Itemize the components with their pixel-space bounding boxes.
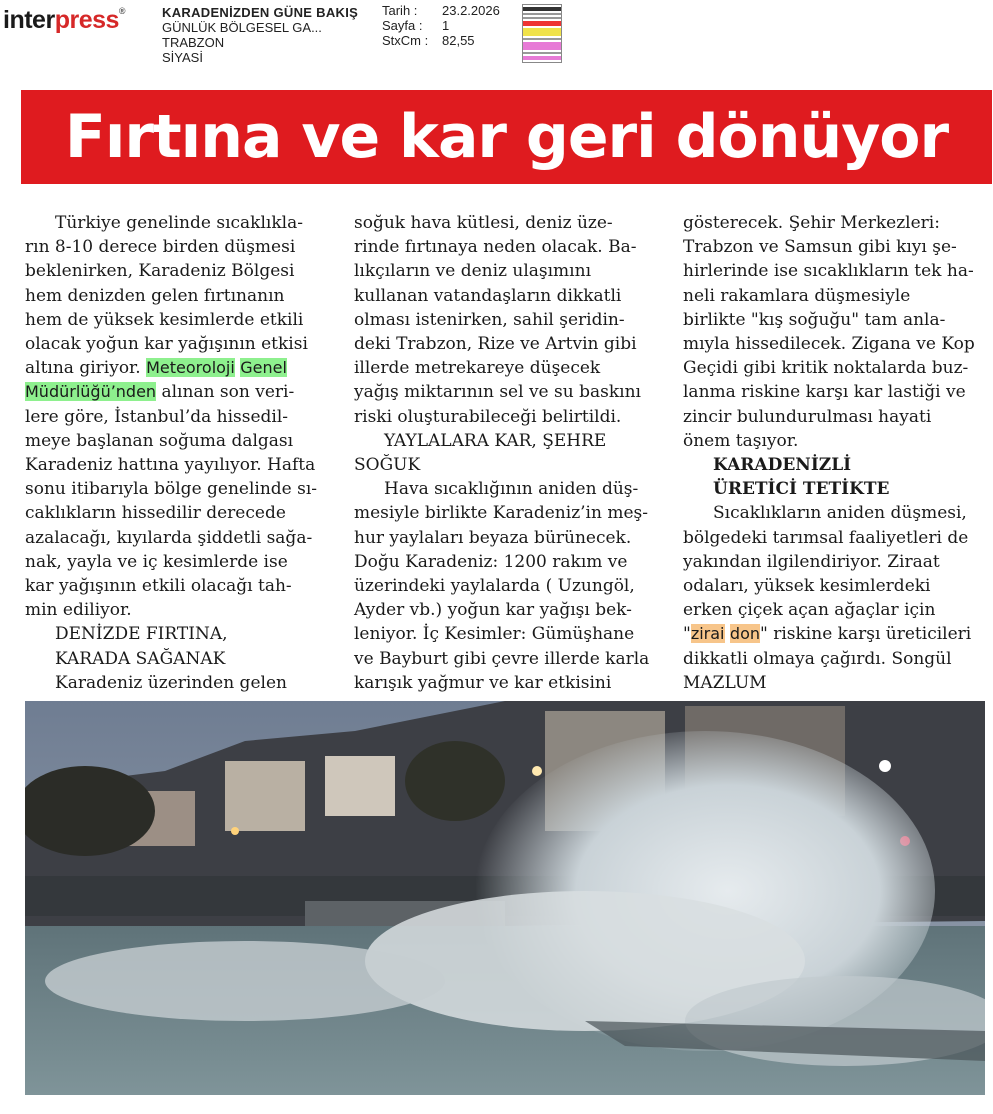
wave-crest: [45, 941, 445, 1021]
text-line: [683, 622, 983, 646]
meta-key: Sayfa :: [382, 18, 423, 33]
headline: Fırtına ve kar geri dönüyor: [64, 102, 949, 172]
text-line: Hava sıcaklığının aniden düş-: [384, 479, 639, 500]
text-line: azalacağı, kıyılarda şiddetli sağa-: [25, 527, 313, 548]
text-line: lere göre, İstanbul’da hissedil-: [25, 406, 289, 427]
text-line: nak, yayla ve iç kesimlerde ise: [25, 551, 288, 572]
text-line: ve Bayburt gibi çevre illerde karla: [354, 648, 650, 669]
text-line: Karadeniz üzerinden gelen: [55, 672, 287, 693]
text-line: erken çiçek açan ağaçlar için: [683, 600, 936, 621]
text-line: Ayder vb.) yoğun kar yağışı bek-: [354, 600, 632, 621]
subhead: KARADENİZLİ: [713, 455, 852, 476]
text-fragment: " riskine karşı üreticileri: [760, 624, 972, 645]
text-line: Sıcaklıkların aniden düşmesi,: [713, 503, 967, 524]
text-line: mesiyle birlikte Karadeniz’in meş-: [354, 503, 648, 524]
text-line: hem de yüksek kesimlerde etkili: [25, 309, 304, 330]
article-column-3: [683, 211, 983, 695]
text-line: riski oluşturabileceği belirtildi.: [354, 406, 622, 427]
text-line: [25, 356, 325, 380]
page-thumbnail[interactable]: [522, 4, 562, 63]
text-line: üzerindeki yaylalarda ( Uzungöl,: [354, 576, 635, 597]
text-line: sonu itibarıyla bölge genelinde sı-: [25, 479, 318, 500]
interpress-logo: [3, 6, 125, 35]
logo-accent-text: press: [54, 6, 119, 34]
text-line: beklenirken, Karadeniz Bölgesi: [25, 261, 295, 282]
text-line: zincir bulundurulması hayati: [683, 406, 932, 427]
thumb-band: [523, 42, 561, 50]
thumb-band: [523, 17, 561, 19]
text-line: yakından ilgilendiriyor. Ziraat: [683, 551, 940, 572]
publication-category: SİYASİ: [162, 50, 203, 65]
text-line: neli rakamlara düşmesiyle: [683, 285, 911, 306]
text-line: meye başlanan soğuma dalgası: [25, 430, 294, 451]
meta-row-page: [382, 18, 500, 33]
house: [325, 756, 395, 816]
article-column-1: [25, 211, 325, 695]
text-line: kullanan vatandaşların dikkatli: [354, 285, 622, 306]
text-line: olacak yoğun kar yağışının etkisi: [25, 334, 308, 355]
thumb-band: [523, 28, 561, 36]
text-line: hem denizden gelen fırtınanın: [25, 285, 285, 306]
highlight-keyword: don: [729, 624, 760, 644]
text-line: odaları, yüksek kesimlerdeki: [683, 576, 931, 597]
text-line: lıkçıların ve deniz ulaşımını: [354, 261, 592, 282]
text-line: MAZLUM: [683, 672, 767, 693]
text-line: rinde fırtınaya neden olacak. Ba-: [354, 237, 637, 258]
text-line: yağış miktarının sel ve su baskını: [354, 382, 641, 403]
text-line: Türkiye genelinde sıcaklıkla-: [55, 213, 303, 233]
headline-banner: [21, 90, 992, 184]
text-line: bölgedeki tarımsal faaliyetleri de: [683, 527, 969, 548]
meta-row-stxcm: [382, 33, 500, 48]
storm-waves-photo: [25, 701, 985, 1095]
text-line: hirlerinde ise sıcaklıkların tek ha-: [683, 261, 974, 282]
logo-main-text: inter: [3, 6, 55, 34]
text-line: caklıkların hissedilir derecede: [25, 503, 286, 524]
subhead: YAYLALARA KAR, ŞEHRE: [384, 430, 607, 451]
text-line: illerde metrekareye düşecek: [354, 358, 601, 379]
clipping-meta-right: [382, 3, 500, 48]
highlight-keyword: Müdürlüğü’nden: [25, 382, 157, 402]
text-line: Geçidi gibi kritik noktalarda buz-: [683, 358, 969, 379]
text-line: deki Trabzon, Rize ve Artvin gibi: [354, 334, 637, 355]
text-fragment: ": [683, 624, 691, 645]
text-line: önem taşıyor.: [683, 430, 799, 451]
meta-key: StxCm :: [382, 33, 429, 48]
text-line: birlikte "kış soğuğu" tam anla-: [683, 309, 946, 330]
highlight-keyword: zirai: [690, 624, 725, 644]
street-light: [532, 766, 542, 776]
meta-value: 1: [442, 18, 450, 33]
text-line: [25, 380, 325, 404]
text-fragment: alınan son veri-: [161, 382, 295, 403]
thumb-band: [523, 56, 561, 60]
highlight-keyword: Genel: [240, 358, 287, 378]
article-column-2: [354, 211, 664, 695]
publication-city: TRABZON: [162, 35, 225, 50]
text-line: karışık yağmur ve kar etkisini: [354, 672, 612, 693]
photo-illustration: [25, 701, 985, 1095]
text-line: soğuk hava kütlesi, deniz üze-: [354, 213, 613, 233]
publication-name: KARADENİZDEN GÜNE BAKIŞ: [162, 5, 359, 20]
thumb-band: [523, 7, 561, 11]
text-line: dikkatli olmaya çağırdı. Songül: [683, 648, 952, 669]
house: [225, 761, 305, 831]
text-line: leniyor. İç Kesimler: Gümüşhane: [354, 624, 635, 645]
meta-value: 82,55: [442, 33, 475, 48]
street-light: [879, 760, 891, 772]
thumb-band: [523, 52, 561, 54]
meta-row-date: [382, 3, 500, 18]
thumb-band: [523, 13, 561, 15]
text-line: min ediliyor.: [25, 600, 132, 621]
publication-type: GÜNLÜK BÖLGESEL GA...: [162, 20, 322, 35]
text-line: Trabzon ve Samsun gibi kıyı şe-: [683, 237, 957, 258]
subhead: ÜRETİCİ TETİKTE: [713, 479, 890, 500]
text-line: Doğu Karadeniz: 1200 rakım ve: [354, 551, 628, 572]
trees: [405, 741, 505, 821]
text-line: hur yaylaları beyaza bürünecek.: [354, 527, 632, 548]
text-line: lanma riskine karşı kar lastiği ve: [683, 382, 966, 403]
text-line: gösterecek. Şehir Merkezleri:: [683, 213, 940, 233]
subhead: KARADA SAĞANAK: [55, 648, 226, 669]
thumb-band: [523, 38, 561, 40]
meta-key: Tarih :: [382, 3, 418, 18]
thumb-band: [523, 21, 561, 26]
clipping-meta-left: [162, 5, 358, 65]
window-light: [231, 827, 239, 835]
text-line: Karadeniz hattına yayılıyor. Hafta: [25, 455, 316, 476]
text-line: mıyla hissedilecek. Zigana ve Kop: [683, 334, 975, 355]
text-line: rın 8-10 derece birden düşmesi: [25, 237, 296, 258]
highlight-keyword: Meteoroloji: [146, 358, 235, 378]
text-line: olması istenirken, sahil şeridin-: [354, 309, 625, 330]
logo-registered-mark: ®: [118, 6, 126, 16]
subhead: DENİZDE FIRTINA,: [55, 624, 228, 645]
meta-value: 23.2.2026: [442, 3, 500, 18]
text-fragment: altına giriyor.: [25, 358, 141, 379]
subhead: SOĞUK: [354, 455, 421, 476]
text-line: kar yağışının etkili olacağı tah-: [25, 576, 292, 597]
